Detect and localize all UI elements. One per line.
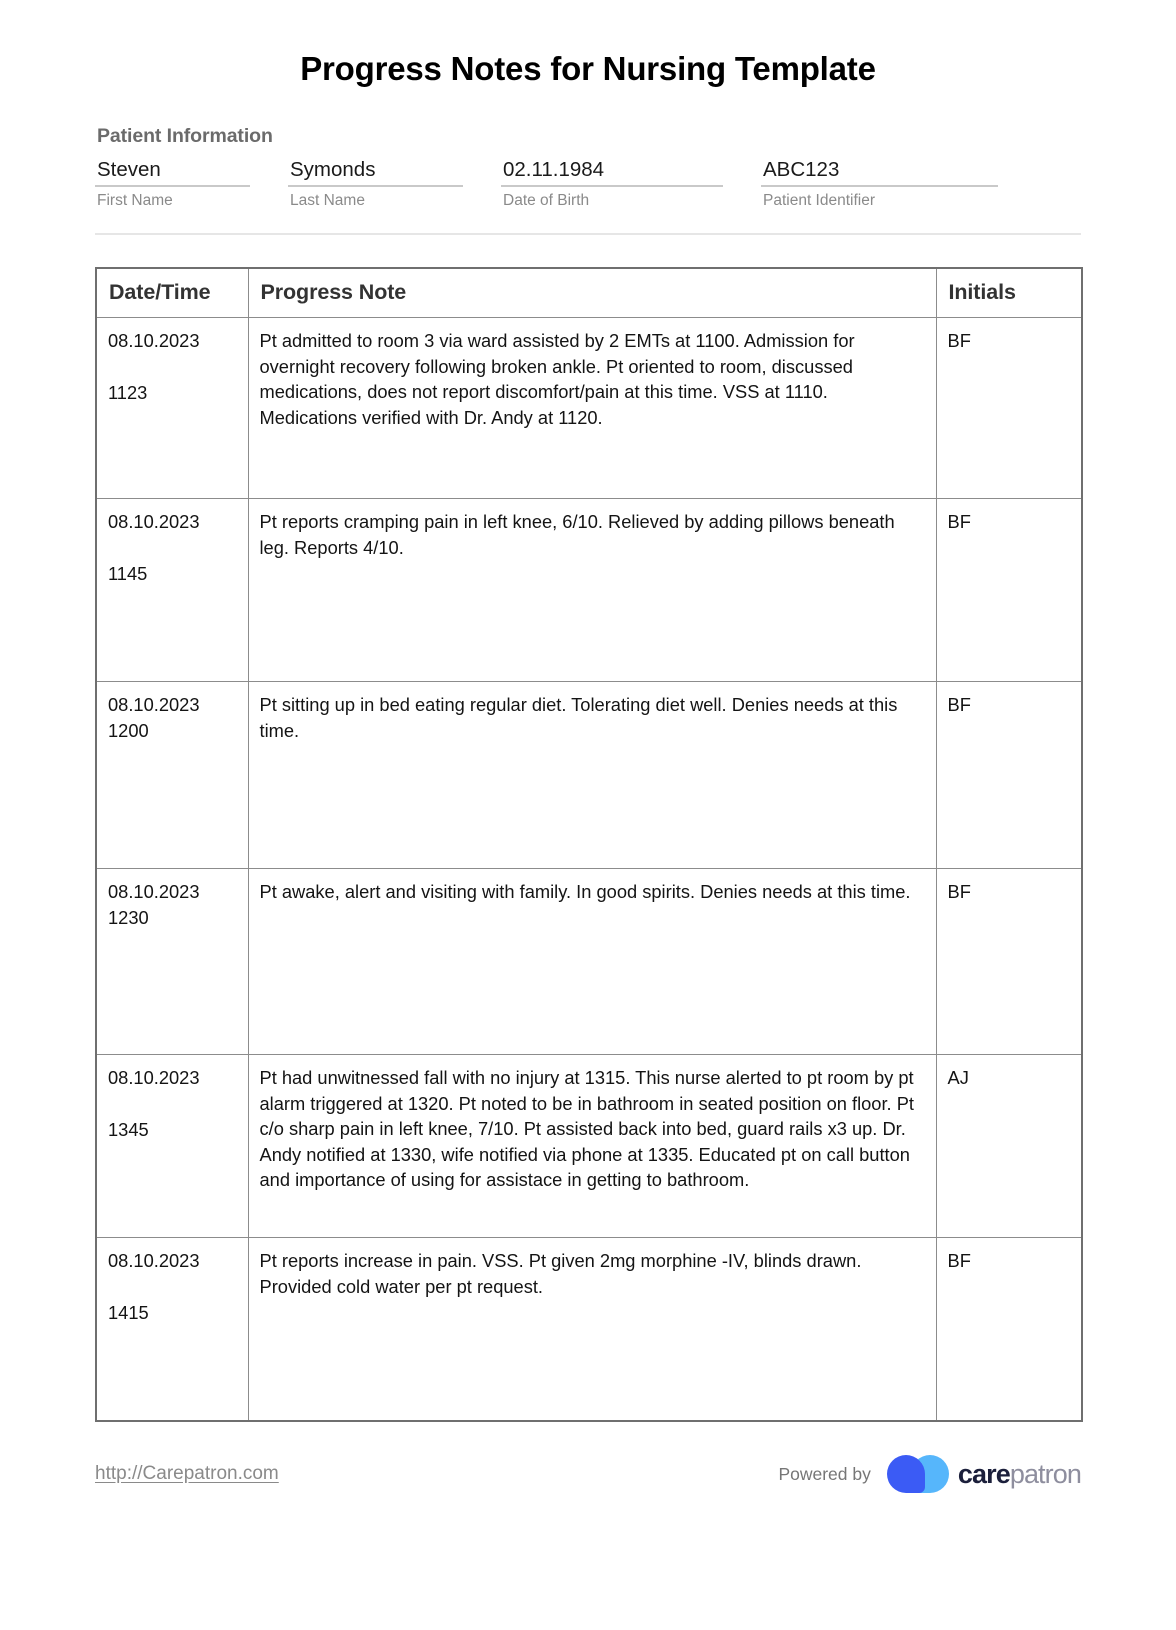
note-time: 1345 bbox=[108, 1118, 149, 1140]
note-initials: AJ bbox=[947, 1067, 969, 1088]
table-row bbox=[96, 499, 1082, 682]
cell-progress-note[interactable] bbox=[248, 318, 936, 499]
patient-information-heading: Patient Information bbox=[97, 125, 273, 147]
column-header-progress-note bbox=[248, 268, 936, 318]
wordmark-care: care bbox=[957, 1458, 1010, 1489]
cell-initials[interactable] bbox=[936, 869, 1082, 1055]
cell-initials[interactable] bbox=[936, 318, 1082, 499]
cell-date-time[interactable] bbox=[96, 318, 248, 499]
powered-by-label: Powered by bbox=[778, 1463, 871, 1484]
cell-date-time[interactable] bbox=[96, 682, 248, 869]
column-header-progress-note-label: Progress Note bbox=[260, 280, 407, 304]
table-row bbox=[96, 869, 1082, 1055]
first-name-value[interactable]: Steven bbox=[97, 158, 161, 181]
cell-progress-note[interactable] bbox=[248, 869, 936, 1055]
note-date: 08.10.2023 bbox=[108, 1067, 200, 1088]
column-header-initials bbox=[936, 268, 1082, 318]
note-time: 1123 bbox=[108, 381, 148, 403]
field-date-of-birth bbox=[501, 157, 761, 210]
table-row bbox=[96, 682, 1082, 869]
first-name-label: First Name bbox=[97, 192, 173, 209]
note-text: Pt awake, alert and visiting with family. In good spirits. Denies needs at this time. bbox=[259, 881, 911, 902]
cell-date-time[interactable] bbox=[96, 499, 248, 682]
carepatron-url-link[interactable]: http://Carepatron.com bbox=[95, 1463, 279, 1484]
patient-identifier-value[interactable]: ABC123 bbox=[763, 158, 840, 181]
cell-initials[interactable] bbox=[936, 682, 1082, 869]
note-date: 08.10.2023 bbox=[108, 330, 200, 351]
note-initials: BF bbox=[947, 694, 971, 715]
note-time: 1415 bbox=[108, 1301, 149, 1323]
note-initials: BF bbox=[947, 1250, 971, 1271]
cell-progress-note[interactable] bbox=[248, 1238, 936, 1422]
note-time: 1230 bbox=[108, 906, 149, 928]
note-date: 08.10.2023 bbox=[108, 694, 200, 715]
field-first-name bbox=[95, 157, 288, 210]
date-of-birth-value[interactable]: 02.11.1984 bbox=[503, 158, 605, 181]
cell-initials[interactable] bbox=[936, 1055, 1082, 1238]
note-initials: BF bbox=[947, 881, 971, 902]
column-header-initials-label: Initials bbox=[948, 280, 1016, 304]
patient-information-section bbox=[95, 125, 1081, 235]
field-patient-identifier bbox=[761, 157, 1036, 210]
note-date: 08.10.2023 bbox=[108, 511, 200, 532]
note-text: Pt had unwitnessed fall with no injury at 1315. This nurse alerted to pt room by pt alarm triggered at 1320. Pt noted to be in bathroom in seated position on floor. Pt c/o sharp pain in left knee, 7/10. Pt assisted back into bed, guard rails x3 up. Dr. Andy notified at 1330, wife notified via phone at 1335. Educated pt on call button and importance of using for assistace in getting to bathroom. bbox=[259, 1067, 914, 1190]
cell-progress-note[interactable] bbox=[248, 682, 936, 869]
last-name-value[interactable]: Symonds bbox=[290, 158, 376, 181]
note-time: 1145 bbox=[108, 562, 148, 584]
last-name-label: Last Name bbox=[290, 192, 365, 209]
logo-blob-primary bbox=[887, 1455, 925, 1493]
cell-date-time[interactable] bbox=[96, 869, 248, 1055]
carepatron-logo bbox=[887, 1455, 1081, 1493]
note-date: 08.10.2023 bbox=[108, 1250, 200, 1271]
note-initials: BF bbox=[947, 511, 971, 532]
progress-notes-body bbox=[96, 318, 1082, 1422]
note-initials: BF bbox=[947, 330, 971, 351]
powered-by-block bbox=[778, 1455, 1081, 1493]
cell-date-time[interactable] bbox=[96, 1055, 248, 1238]
table-header-row bbox=[96, 268, 1082, 318]
field-last-name bbox=[288, 157, 501, 210]
patient-fields-row bbox=[95, 157, 1081, 210]
column-header-date-time bbox=[96, 268, 248, 318]
page-footer bbox=[95, 1455, 1081, 1493]
column-header-date-time-label: Date/Time bbox=[109, 280, 211, 304]
table-row bbox=[96, 1055, 1082, 1238]
carepatron-logo-icon bbox=[887, 1455, 949, 1493]
patient-identifier-label: Patient Identifier bbox=[763, 192, 876, 209]
note-text: Pt sitting up in bed eating regular diet. Tolerating diet well. Denies needs at this time. bbox=[259, 694, 898, 741]
note-text: Pt admitted to room 3 via ward assisted by 2 EMTs at 1100. Admission for overnight recovery following broken ankle. Pt oriented to room, discussed medications, does not report discomfort/pain at this time. VSS at 1110. Medications verified with Dr. Andy at 1120. bbox=[259, 330, 855, 428]
page-title: Progress Notes for Nursing Template bbox=[300, 50, 876, 87]
carepatron-wordmark bbox=[958, 1459, 1081, 1490]
progress-notes-table bbox=[95, 267, 1083, 1422]
note-text: Pt reports cramping pain in left knee, 6/10. Relieved by adding pillows beneath leg. Reports 4/10. bbox=[259, 511, 895, 558]
note-text: Pt reports increase in pain. VSS. Pt given 2mg morphine -IV, blinds drawn. Provided cold water per pt request. bbox=[259, 1250, 862, 1297]
note-time: 1200 bbox=[108, 719, 149, 741]
note-date: 08.10.2023 bbox=[108, 881, 200, 902]
cell-progress-note[interactable] bbox=[248, 1055, 936, 1238]
date-of-birth-label: Date of Birth bbox=[503, 192, 590, 209]
cell-initials[interactable] bbox=[936, 1238, 1082, 1422]
table-row bbox=[96, 318, 1082, 499]
cell-date-time[interactable] bbox=[96, 1238, 248, 1422]
table-row bbox=[96, 1238, 1082, 1422]
cell-initials[interactable] bbox=[936, 499, 1082, 682]
wordmark-patron: patron bbox=[1009, 1458, 1081, 1489]
section-divider bbox=[95, 233, 1081, 235]
cell-progress-note[interactable] bbox=[248, 499, 936, 682]
